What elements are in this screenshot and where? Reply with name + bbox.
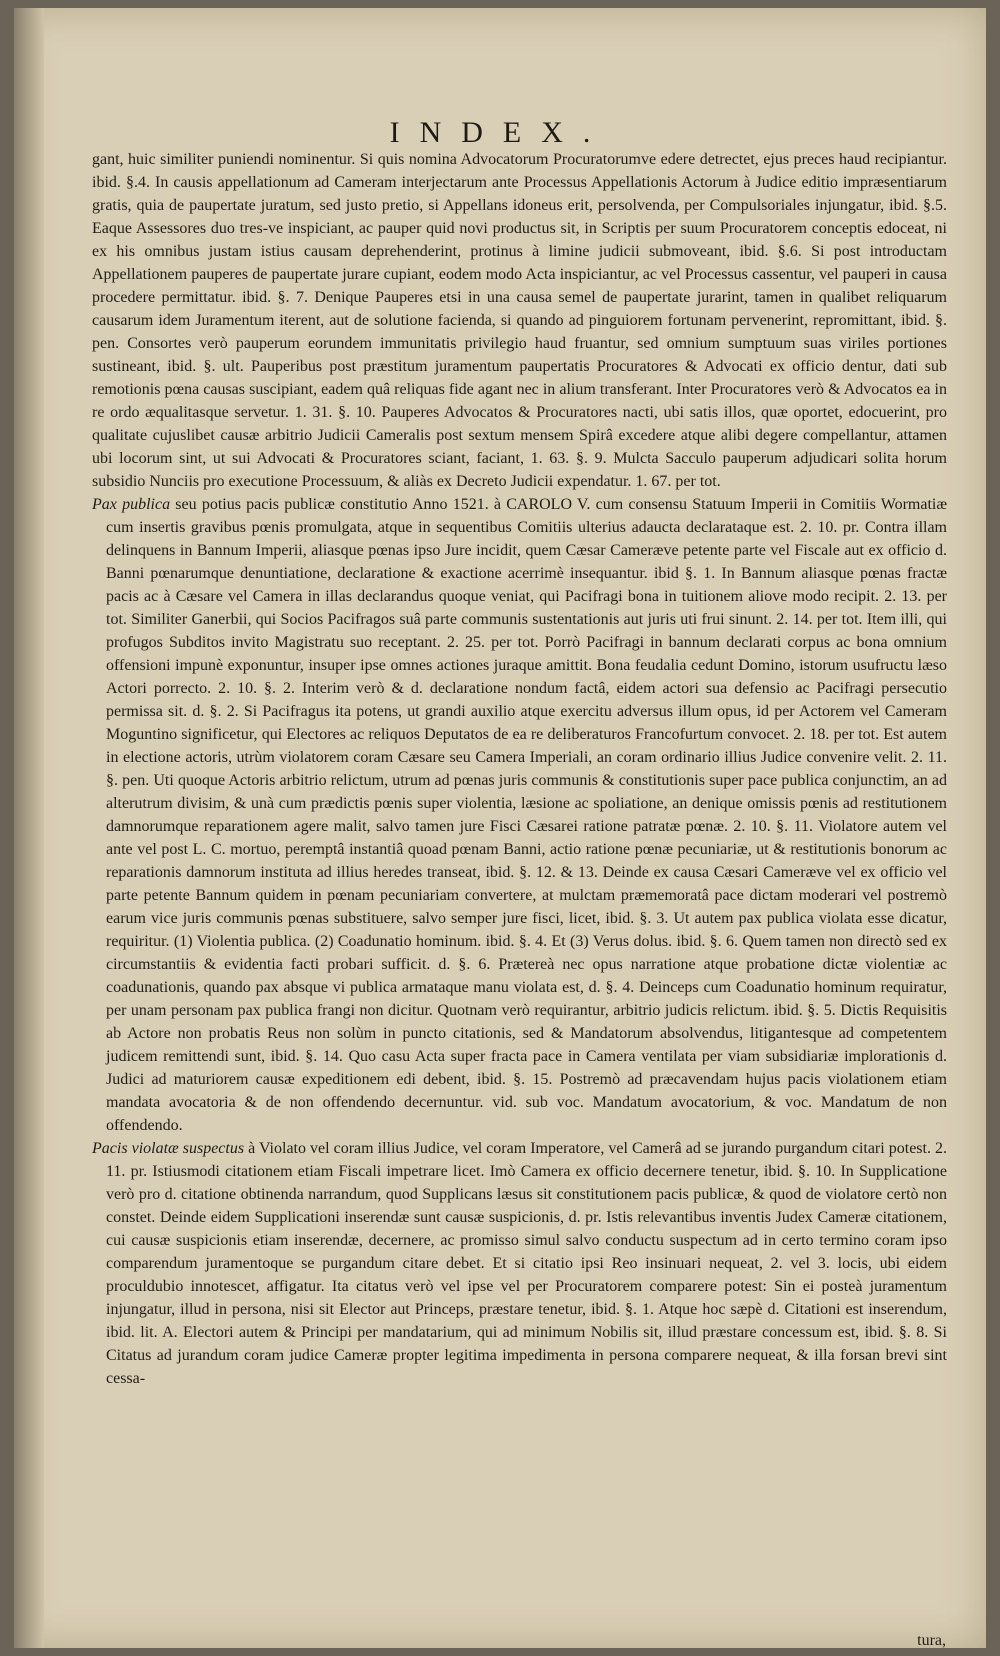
entry-lemma: Pax publica [92,496,171,513]
entry-lemma: Pacis violatæ suspectus [92,1140,245,1157]
index-body [92,148,947,1390]
catchword: tura, [917,1632,946,1649]
index-entry [92,148,947,493]
document-page [14,8,986,1648]
entry-text: seu potius pacis publicæ constitutio Anno 1521. à CAROLO V. cum consensu Statuum Imperii in Comitiis Wormatiæ cum insertis gravibus pœnis promulgata, atque in sequentibus Comitiis ulterius adaucta declarataque est. 2. 10. pr. Contra illam delinquens in Bannum Imperii, aliasque pœnas ipso Jure incidit, quem Cæsar Cameræve petente parte vel Fiscale aut ex officio d. Banni pœnarumque denuntiatione, declaratione & exactione acerrimè insequantur. ibid §. 1. In Bannum aliasque pœnas fractæ pacis ac à Cæsare vel Camera in illas declarandus quoque veniat, qui Pacifragi bona in tuitionem aliove modo recipit. 2. 13. per tot. Similiter Ganerbii, qui Socios Pacifragos suâ parte communis sustentationis aut juris uti frui sinunt. 2. 14. per tot. Item illi, qui profugos Subditos invito Magistratu suo receptant. 2. 25. per tot. Porrò Pacifragi in bannum declarati corpus ac bona omnium offensioni impunè exponuntur, insuper ipse omnes actiones juraque amittit. Bona feudalia cedunt Domino, istorum usufructu læso Actori porrecto. 2. 10. §. 2. Interim verò & d. declaratione nondum factâ, eidem actori sua defensio ac Pacifragi persecutio permissa sit. d. §. 2. Si Pacifragus ita potens, ut grandi auxilio atque exercitu adversus illum opus, id per Actorem vel Cameram Moguntino significetur, qui Electores ac reliquos Deputatos de ea re deliberaturos Francofurtum convocet. 2. 18. per tot. Est autem in electione actoris, utrùm violatorem coram Cæsare seu Camera Imperiali, an coram ordinario illius Judice convenire velit. 2. 11. §. pen. Uti quoque Actoris arbitrio relictum, utrum ad pœnas juris communis & constitutionis super pace publica conjunctim, an ad alterutrum divisim, & unà cum prædictis pœnis super violentia, læsione ac spoliatione, an denique omissis pœnis ad restitutionem damnorumque reparationem agere malit, salvo tamen jure Fisci Cæsarei ratione patratæ pœnæ. 2. 10. §. 11. Violatore autem vel ante vel post L. C. mortuo, peremptâ instantiâ quoad pœnam Banni, actio ratione pœnæ pecuniariæ, ut & restitutionis bonorum ac reparationis damnorum instituta ad illius heredes transeat, ibid. §. 12. & 13. Deinde ex causa Cæsari Cameræve vel ex officio vel parte petente Bannum quidem in pœnam pecuniariam convertere, at mulctam præmemoratâ pace dictam moderari vel postremò earum vice juris communis pœnas substituere, salvo semper jure fisci, licet, ibid. §. 3. Ut autem pax publica violata esse dicatur, requiritur. (1) Violentia publica. (2) Coadunatio hominum. ibid. §. 4. Et (3) Verus dolus. ibid. §. 6. Quem tamen non directò sed ex circumstantiis & evidentia facti probari sufficit. d. §. 6. Prætereà nec opus narratione atque probatione dictæ violentiæ ac coadunationis, quando pax absque vi publica armataque manu violata est, d. §. 4. Deinceps cum Coadunatio hominum requiratur, per unam personam pax publica frangi non dicitur. Quotnam verò requirantur, arbitrio judicis relictum. ibid. §. 5. Dictis Requisitis ab Actore non probatis Reus non solùm in puncto citationis, sed & Mandatorum absolvendus, litigantesque ad competentem judicem remittendi sunt, ibid. §. 14. Quo casu Acta super fracta pace in Camera ventilata per viam subsidiariæ implorationis d. Judici ad maturiorem causæ expeditionem edi debent, ibid. §. 15. Postremò ad præcavendam hujus pacis violationem etiam mandata avocatoria & de non offendendo decernuntur. vid. sub voc. Mandatum avocatorium, & voc. Mandatum de non offendendo. [106,496,947,1134]
entry-text: gant, huic similiter puniendi nominentur. Si quis nomina Advocatorum Procuratorumve edere detrectet, ejus preces haud recipiantur. ibid. §.4. In causis appellationum ad Cameram interjectarum ante Processus Appellationis Actorum à Judice editio impræsentiarum gratis, quia de paupertate juratum, sed justo pretio, si Appellans idoneus erit, persolvenda, per Compulsoriales injungatur, ibid. §.5. Eaque Assessores duo tres-ve inspiciant, ac pauper quid novi productus sit, in Scriptis per suum Procuratorem conceptis edoceat, ni ex his omnibus justam istius causam deprehenderint, protinus à limine judicii submoveant, ibid. §.6. Si post introductam Appellationem pauperes de paupertate jurare cupiant, eodem modo Acta inspiciantur, ac vel Processus cassentur, vel pauperi in causa procedere permittatur. ibid. §. 7. Denique Pauperes etsi in una causa semel de paupertate jurarint, tamen in qualibet reliquarum causarum idem Juramentum iterent, aut de solutione facienda, si quando ad pinguiorem fortunam pervenerint, repromittant, ibid. §. pen. Consortes verò pauperum eorundem immunitatis privilegio haud fruantur, sed omnium sumptuum suas viriles portiones sustineant, ibid. §. ult. Pauperibus post præstitum juramentum paupertatis Procuratores & Advocati ex officio dentur, dati sub remotionis pœna causas suscipiant, eadem quâ reliquas fide agant nec in alium transferant. Inter Procuratores verò & Advocatos ea in re ordo æqualitasque servetur. 1. 31. §. 10. Pauperes Advocatos & Procuratores nacti, ubi satis illos, quæ oportet, edocuerint, pro qualitate cujuslibet causæ arbitrio Judicii Cameralis post sextum mensem Spirâ excedere atque alibi degere compellantur, attamen ubi locorum sint, ut sui Advocati & Procuratores sciant, faciant, 1. 63. §. 9. Mulcta Sacculo pauperum adjudicari solita horum subsidio Nunciis pro executione Processuum, & aliàs ex Decreto Judicii expendatur. 1. 67. per tot. [92,151,947,490]
binding-gutter [14,8,44,1648]
index-entry-pacis-violatae [92,1137,947,1390]
entry-text: à Violato vel coram illius Judice, vel coram Imperatore, vel Camerâ ad se jurando purgandum citari potest. 2. 11. pr. Istiusmodi citationem etiam Fiscali impetrare licet. Imò Camera ex officio decernere tenetur, ibid. §. 10. In Supplicatione verò pro d. citatione obtinenda narrandum, quod Supplicans læsus sit constitutionem pacis publicæ, & quod de violatore certò non constet. Deinde eidem Supplicationi inserendæ sunt causæ suspicionis, d. pr. Istis relevantibus inventis Judex Cameræ citationem, cui causæ suspicionis etiam inserendæ, decernere, ac promisso simul salvo conductu suspectum ad in certo termino coram ipso comparendum juramentoque se purgandum citare debet. Et si citatio ipsi Reo insinuari nequeat, 2. vel 3. locis, ubi eidem proculdubio innotescet, affigatur. Ita citatus verò vel ipse vel per Procuratorem comparere potest: Sin ei posteà juramentum injungatur, illud in persona, nisi sit Elector aut Princeps, præstare tenetur, ibid. §. 1. Atque hoc sæpè d. Citationi est inserendum, ibid. lit. A. Electori autem & Principi per mandatarium, qui ad minimum Nobilis sit, illud præstare concessum est, ibid. §. 8. Si Citatus ad jurandum coram judice Cameræ propter legitima impedimenta in persona comparere nequeat, & illa forsan brevi sint cessa- [106,1140,947,1387]
index-entry-pax-publica [92,493,947,1137]
page-heading: INDEX. [389,116,611,149]
